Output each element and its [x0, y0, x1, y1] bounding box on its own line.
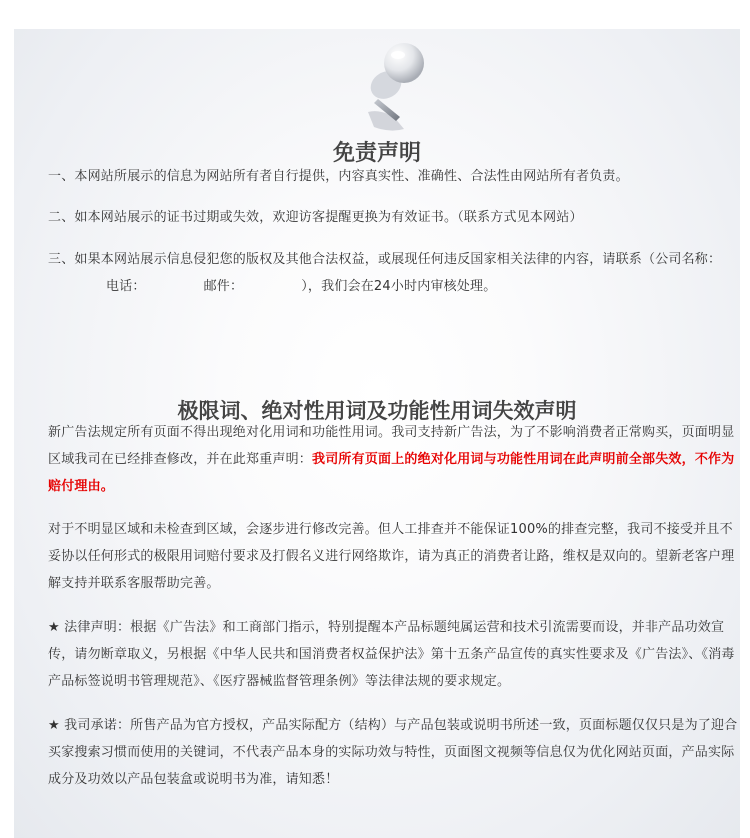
- disclaimer-item-3: [48, 246, 738, 300]
- disclaimer-card: [14, 29, 740, 838]
- disclaimer-item-1: 一、本网站所展示的信息为网站所有者自行提供，内容真实性、准确性、合法性由网站所有者负责。: [48, 169, 629, 184]
- mail-label: 邮件：: [203, 279, 244, 294]
- disclaimer-item-3-text: 三、如果本网站展示信息侵犯您的版权及其他合法权益，或展现任何违反国家相关法律的内容，请联系（公司名称：: [48, 252, 722, 267]
- legal-statement: ★ 法律声明：根据《广告法》和工商部门指示，特别提醒本产品标题纯属运营和技术引流需要而设，并非产品功效宣传，请勿断章取义，另根据《中华人民共和国消费者权益保护法》第十五条产品宣传的真实性要求及《广告法》、《消毒产品标签说明书管理规范》、《医疗器械监督管理条例》等法律法规的要求规定。: [48, 620, 735, 689]
- company-promise: ★ 我司承诺：所售产品为官方授权，产品实际配方（结构）与产品包装或说明书所述一致，页面标题仅仅只是为了迎合买家搜索习惯而使用的关键词，不代表产品本身的实际功效与特性，页面图文视频等信息仅为优化网站页面，产品实际成分及功效以产品包装盒或说明书为准，请知悉！: [48, 718, 738, 787]
- invalid-words-highlight: 我司所有页面上的绝对化用词与功能性用词在此声明前全部失效，不作为赔付理由。: [48, 452, 735, 494]
- phone-label: 电话：: [106, 279, 146, 294]
- disclaimer-item-2: 二、如本网站展示的证书过期或失效，欢迎访客提醒更换为有效证书。（联系方式见本网站）: [48, 210, 583, 225]
- invalid-words-para-1-text: 新广告法规定所有页面不得出现绝对化用词和功能性用词。我司支持新广告法，为了不影响消费者正常购买，页面明显区域我司在已经排查修改，并在此郑重声明：: [48, 425, 735, 467]
- invalid-words-para-1: [48, 419, 738, 500]
- invalid-words-para-2: 对于不明显区域和未检查到区域，会逐步进行修改完善。但人工排查并不能保证100%的排查完整，我司不接受并且不妥协以任何形式的极限用词赔付要求及打假名义进行网络欺诈，请为真正的消费者让路，维权是双向的。望新老客户理解支持并联系客服帮助完善。: [48, 522, 735, 591]
- push-pin-icon: [360, 37, 440, 137]
- disclaimer-title: 免责声明: [332, 141, 421, 166]
- disclaimer-item-3-tail: ），我们会在24小时内审核处理。: [301, 279, 497, 294]
- invalid-words-title: 极限词、绝对性用词及功能性用词失效声明: [177, 399, 577, 423]
